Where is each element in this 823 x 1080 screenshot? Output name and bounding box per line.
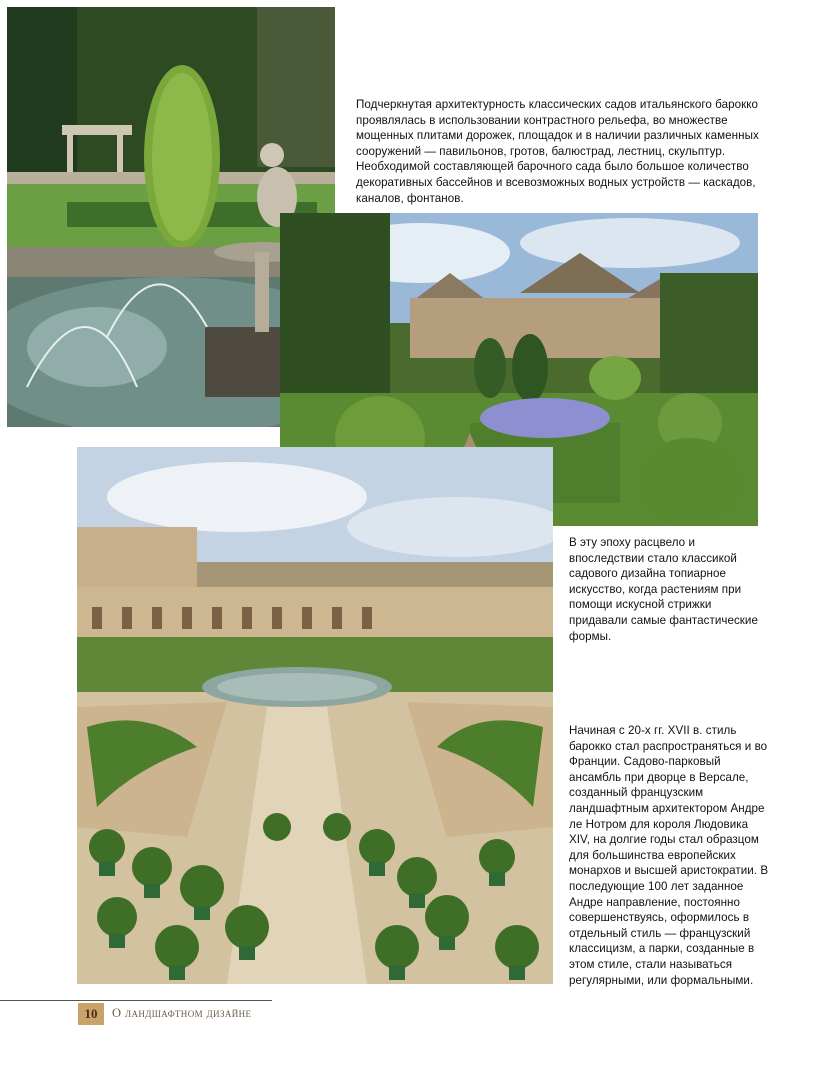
topiary-text: В эту эпоху расцвело и впоследствии стало классикой садового дизайна топиарное искусство, когда растениям при помощи искусной стрижки придавали самые фантастические формы.: [569, 536, 758, 643]
footer-rule: [0, 1000, 272, 1001]
topiary-paragraph: [569, 535, 769, 644]
page-number: 10: [78, 1003, 104, 1025]
france-text: Начиная с 20-х гг. XVII в. стиль барокко стал распространяться и во Франции. Садово-парковый ансамбль при дворце в Версале, созданный французским ландшафтным архитектором Андре ле Нотром для короля Людовика XIV, на долгие годы стал образцом для большинства европейских монархов и высшей аристократии. В последующие 100 лет заданное Андре направление, постоянно совершенствуясь, оформилось в отдельный стиль — французский классицизм, а парки, созданные в этом стиле, стали называться регулярными, или формальными.: [569, 724, 769, 987]
running-head: О ландшафтном дизайне: [112, 1006, 252, 1020]
photo-versailles: [77, 447, 553, 984]
intro-paragraph: [356, 97, 766, 206]
france-paragraph: [569, 723, 769, 988]
intro-text: Подчеркнутая архитектурность классических садов итальянского барокко проявлялась в использовании контрастного рельефа, во множестве мощенных плитами дорожек, площадок и в наличии различных каменных сооружений — павильонов, гротов, балюстрад, лестниц, скульптур. Необходимой составляющей барочного сада было большое количество декоративных бассейнов и всевозможных водных устройств — каскадов, каналов, фонтанов.: [356, 98, 759, 205]
